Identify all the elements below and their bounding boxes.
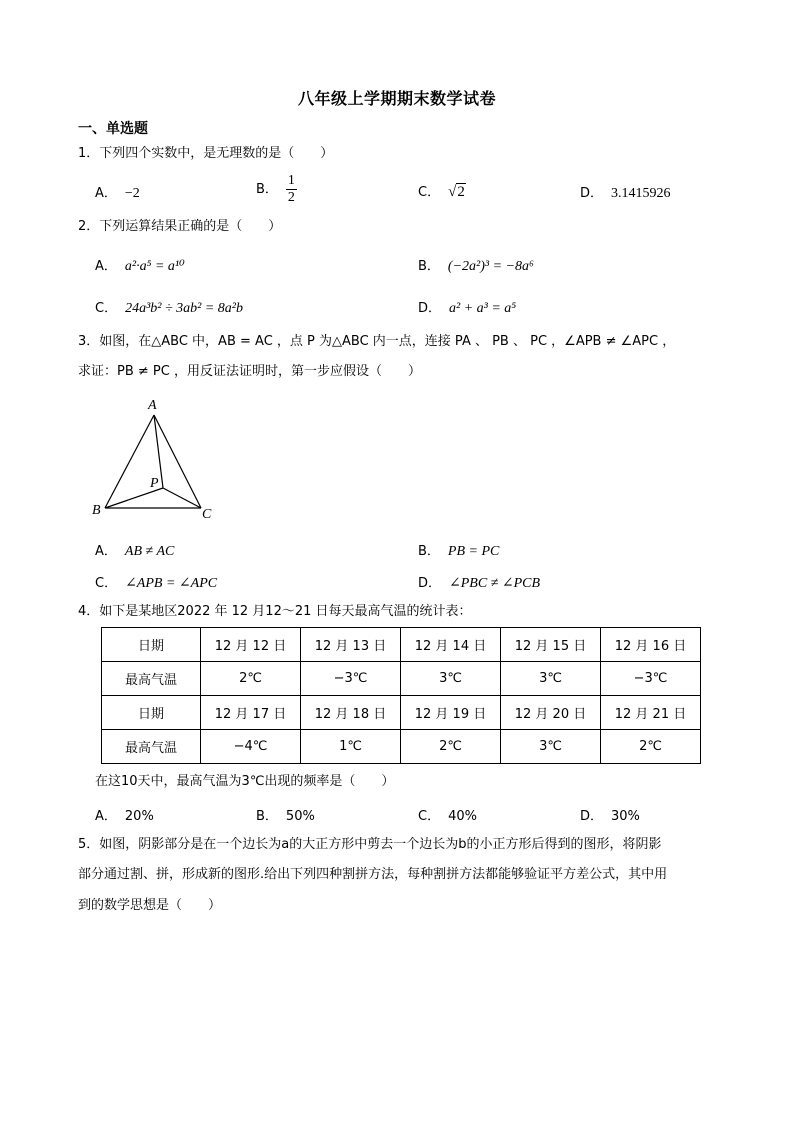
option-text: −2: [124, 186, 140, 201]
option-label: B．: [418, 544, 440, 559]
option-text: ∠PBC ≠ ∠PCB: [449, 576, 541, 591]
date-cell: 12 月 12 日: [201, 628, 301, 662]
date-cell: 12 月 18 日: [301, 696, 401, 730]
option-label: D．: [418, 301, 442, 316]
temp-cell: 2℃: [401, 730, 501, 764]
square-root: √2: [448, 184, 465, 200]
table-row: [102, 730, 701, 764]
option-label: C．: [418, 809, 441, 824]
option-label: D．: [418, 576, 442, 591]
option-text: a² + a³ = a⁵: [449, 301, 517, 316]
option-label: D．: [580, 186, 604, 201]
option-label: B．: [418, 259, 440, 274]
q2-stem: 2．下列运算结果正确的是（ ）: [78, 219, 282, 234]
q3-stem-line1: 3．如图，在△ABC 中，AB = AC ，点 P 为△ABC 内一点，连接 PA 、 PB 、 PC ，∠APB ≠ ∠APC ，: [78, 334, 676, 349]
q1-option-d: [580, 182, 671, 202]
date-cell: 12 月 15 日: [501, 628, 601, 662]
row-header-temp: 最高气温: [102, 662, 201, 696]
radicand: 2: [457, 184, 465, 200]
temp-cell: −4℃: [201, 730, 301, 764]
q1-option-b: [256, 173, 297, 206]
option-label: A．: [95, 259, 117, 274]
side-ac: [154, 415, 201, 508]
q2-option-c: [95, 297, 243, 317]
option-label: C．: [95, 576, 118, 591]
option-text: 3.1415926: [611, 186, 671, 201]
q2-option-a: [95, 255, 185, 275]
option-label: A．: [95, 544, 117, 559]
fraction-denominator: 2: [287, 190, 295, 205]
option-label: B．: [256, 809, 278, 824]
q3-option-d: [418, 572, 540, 592]
q2-option-b: [418, 255, 534, 275]
q4-option-a: [95, 805, 154, 824]
option-label: C．: [418, 185, 441, 200]
date-cell: 12 月 14 日: [401, 628, 501, 662]
date-cell: 12 月 21 日: [601, 696, 701, 730]
option-label: A．: [95, 186, 117, 201]
option-label: B．: [256, 182, 278, 197]
option-label: A．: [95, 809, 117, 824]
option-text: 24a³b² ÷ 3ab² = 8a²b: [125, 301, 243, 316]
temp-cell: −3℃: [301, 662, 401, 696]
q1-option-a: [95, 182, 140, 202]
option-text: PB = PC: [447, 544, 500, 559]
temp-cell: 1℃: [301, 730, 401, 764]
q5-line2: 部分通过割、拼，形成新的图形.给出下列四种割拼方法，每种割拼方法都能够验证平方差公式，其中用: [78, 867, 668, 882]
fraction-numerator: 1: [287, 173, 295, 188]
q3-option-a: [95, 540, 174, 560]
row-header-date: 日期: [102, 628, 201, 662]
option-text: 30%: [611, 809, 640, 824]
table-row: [102, 628, 701, 662]
vertex-label-c: C: [202, 507, 212, 522]
date-cell: 12 月 13 日: [301, 628, 401, 662]
temp-cell: 3℃: [501, 730, 601, 764]
row-header-temp: 最高气温: [102, 730, 201, 764]
q5-line3: 到的数学思想是（ ）: [78, 898, 222, 913]
q4-follow: 在这10天中，最高气温为3℃出现的频率是（ ）: [95, 774, 395, 789]
q3-option-b: [418, 540, 499, 560]
q3-option-c: [95, 572, 217, 592]
option-label: C．: [95, 301, 118, 316]
option-label: D．: [580, 809, 604, 824]
date-cell: 12 月 17 日: [201, 696, 301, 730]
date-cell: 12 月 20 日: [501, 696, 601, 730]
point-label-p: P: [150, 476, 159, 491]
q3-stem-line2: 求证：PB ≠ PC ，用反证法证明时，第一步应假设（ ）: [78, 364, 421, 379]
temp-cell: 2℃: [601, 730, 701, 764]
q4-option-b: [256, 805, 315, 824]
q4-option-d: [580, 805, 640, 824]
temp-cell: −3℃: [601, 662, 701, 696]
temp-cell: 3℃: [401, 662, 501, 696]
option-text: AB ≠ AC: [124, 544, 175, 559]
vertex-label-a: A: [148, 398, 157, 413]
q1-stem: 1．下列四个实数中，是无理数的是（ ）: [78, 146, 334, 161]
option-text: (−2a²)³ = −8a⁶: [447, 259, 534, 274]
option-text: ∠APB = ∠APC: [125, 576, 218, 591]
option-text: 40%: [448, 809, 477, 824]
fraction: [286, 173, 297, 206]
q2-option-d: [418, 297, 516, 317]
option-text: 50%: [285, 809, 315, 824]
q4-stem: 4．如下是某地区2022 年 12 月12～21 日每天最高气温的统计表：: [78, 604, 472, 619]
q5-line1: 5．如图，阴影部分是在一个边长为a的大正方形中剪去一个边长为b的小正方形后得到的图形，将阴影: [78, 837, 662, 852]
q1-option-c: [418, 181, 466, 201]
option-text: a²·a⁵ = a¹⁰: [124, 259, 185, 274]
temp-cell: 2℃: [201, 662, 301, 696]
date-cell: 12 月 16 日: [601, 628, 701, 662]
table-row: [102, 696, 701, 730]
table-row: [102, 662, 701, 696]
option-text: 20%: [124, 809, 154, 824]
row-header-date: 日期: [102, 696, 201, 730]
temperature-table: [101, 627, 701, 764]
triangle-figure: [88, 395, 228, 525]
page-title: 八年级上学期期末数学试卷: [297, 89, 496, 108]
date-cell: 12 月 19 日: [401, 696, 501, 730]
section-heading: 一、单选题: [78, 121, 148, 137]
q4-option-c: [418, 805, 477, 824]
vertex-label-b: B: [92, 503, 101, 518]
temp-cell: 3℃: [501, 662, 601, 696]
